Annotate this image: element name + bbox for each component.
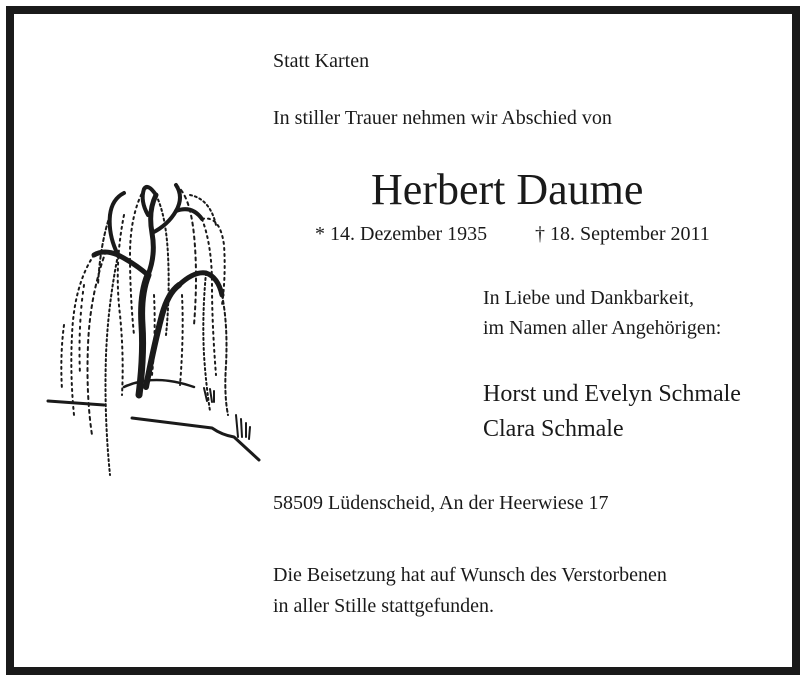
closing-line-2: in aller Stille stattgefunden.: [273, 595, 495, 617]
address-text: 58509 Lüdenscheid, An der Heerwiese 17: [273, 492, 609, 514]
intro-text: In stiller Trauer nehmen wir Abschied von: [273, 107, 612, 129]
family-line-2: Clara Schmale: [483, 416, 624, 442]
closing-line-1: Die Beisetzung hat auf Wunsch des Verstorbenen: [273, 564, 667, 586]
header-text: Statt Karten: [273, 50, 370, 72]
birth-date: * 14. Dezember 1935: [315, 223, 488, 245]
deceased-name: Herbert Daume: [371, 165, 644, 214]
gratitude-line-2: im Namen aller Angehörigen:: [483, 317, 722, 339]
gratitude-line-1: In Liebe und Dankbarkeit,: [483, 287, 695, 309]
family-line-1: Horst und Evelyn Schmale: [483, 381, 741, 407]
weeping-willow-icon: [44, 175, 262, 495]
death-date: † 18. September 2011: [535, 223, 710, 245]
